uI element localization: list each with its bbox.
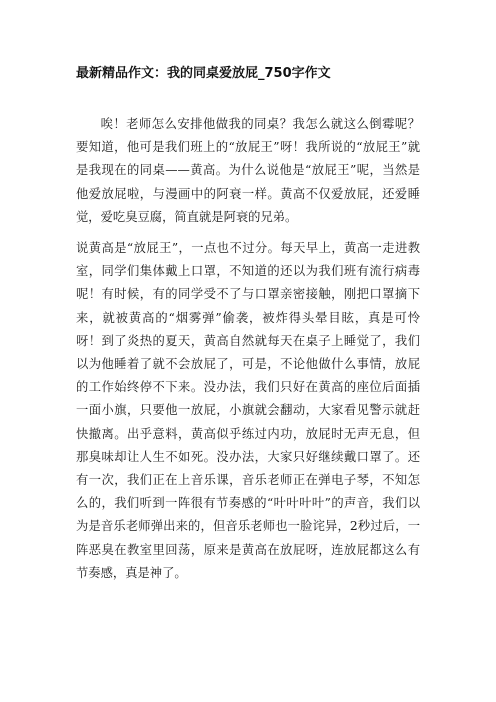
document-title: 最新精品作文：我的同桌爱放屁_750字作文 xyxy=(76,66,331,81)
paragraph-body: 说黄高是“放屁王”，一点也不过分。每天早上，黄高一走进教室，同学们集体戴上口罩，不知道的还以为我们班有流行病毒呢！有时候，有的同学受不了与口罩亲密接触，刚把口罩摘下来，就被黄高的“烟雾弹”偷袭，被炸得头晕目眩，真是可怜呀！到了炎热的夏天，黄高自然就每天在桌子上睡觉了，我们以为他睡着了就不会放屁了，可是，不论他做什么事情，放屁的工作始终停不下来。没办法，我们只好在黄高的座位后面插一面小旗，只要他一放屁，小旗就会翻动，大家看见警示就赶快撤离。出乎意料，黄高似乎练过内功，放屁时无声无息，但那臭味却让人生不如死。没办法，大家只好继续戴口罩了。还有一次，我们正在上音乐课，音乐老师正在弹电子琴，不知怎么的，我们听到一阵很有节奏感的“叶叶叶叶”的声音，我们以为是音乐老师弹出来的，但音乐老师也一脸诧异，2秒过后，一阵恶臭在教室里回荡，原来是黄高在放屁呀，连放屁都这么有节奏感，真是神了。 xyxy=(76,241,420,580)
paragraph-intro: 唉！老师怎么安排他做我的同桌？我怎么就这么倒霉呢？要知道，他可是我们班上的“放屁王”呀！我所说的“放屁王”就是我现在的同桌——黄高。为什么说他是“放屁王”呢，当然是他爱放屁啦，与漫画中的阿衰一样。黄高不仅爱放屁，还爱睡觉，爱吃臭豆腐，简直就是阿衰的兄弟。 xyxy=(76,117,420,224)
